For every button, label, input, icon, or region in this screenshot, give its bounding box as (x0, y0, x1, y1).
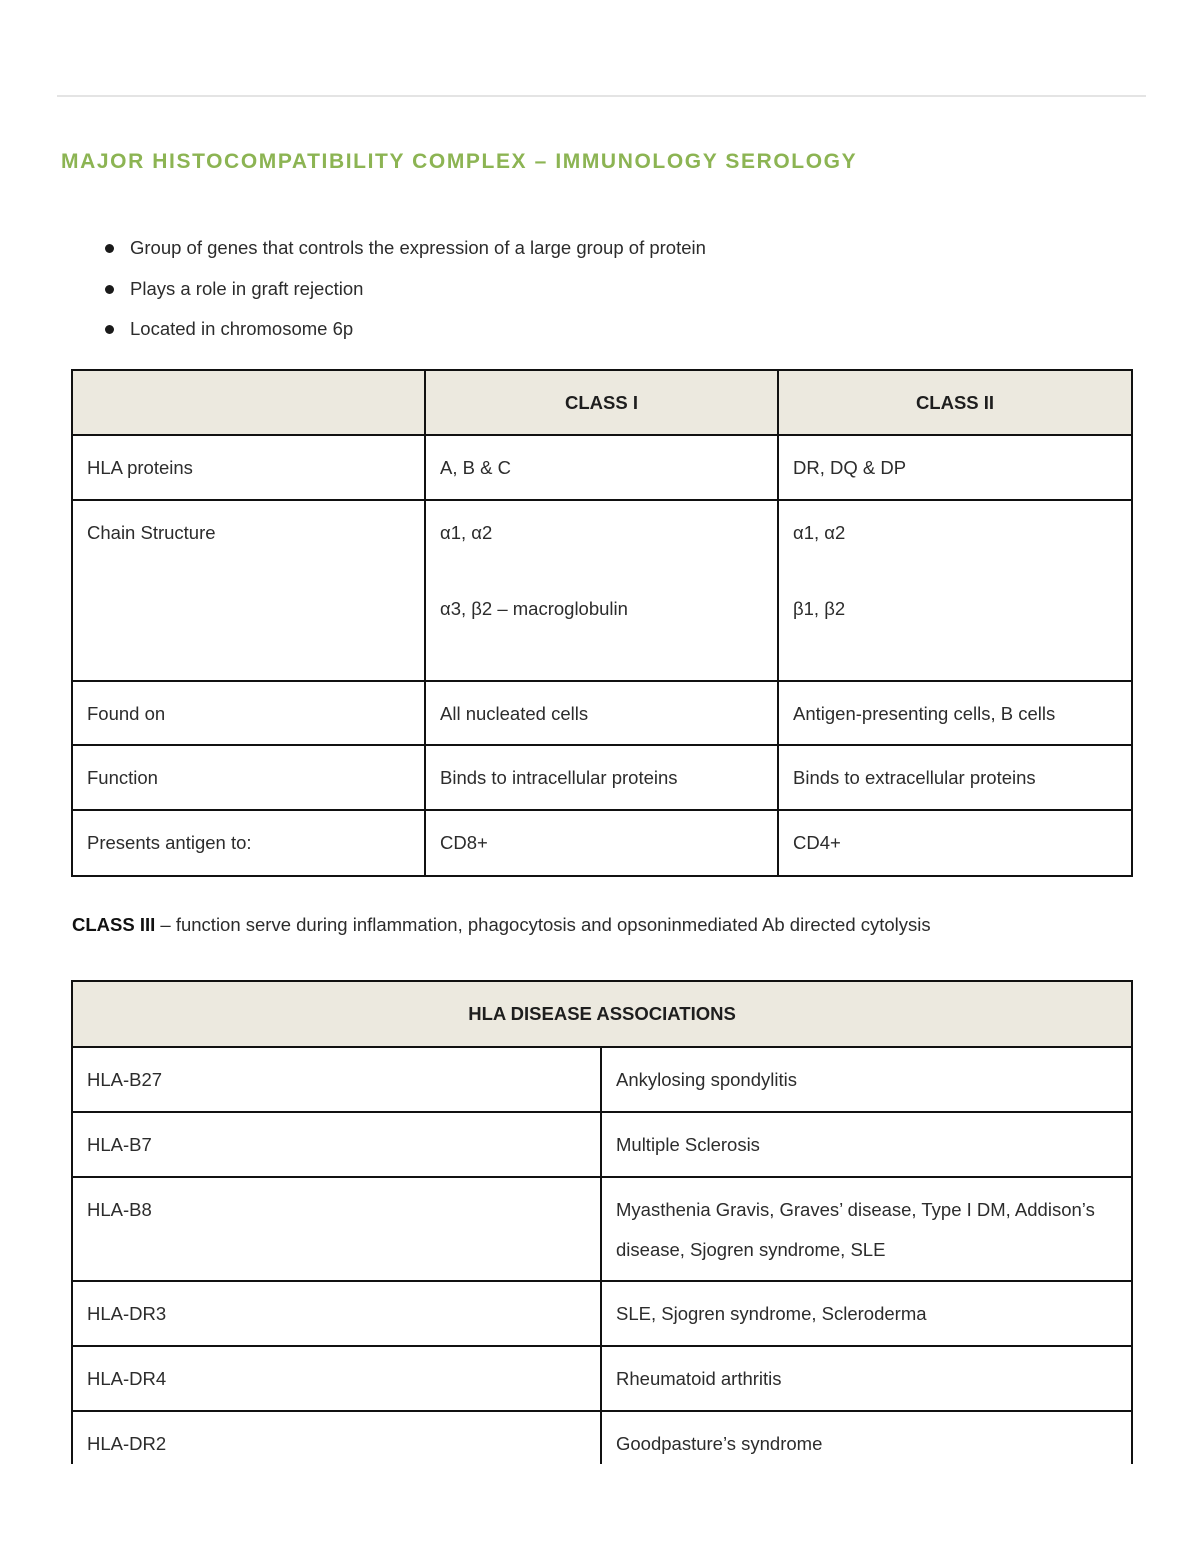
table-row (72, 681, 1132, 745)
bullet-text: Located in chromosome 6p (130, 318, 354, 339)
page-title: MAJOR HISTOCOMPATIBILITY COMPLEX – IMMUNOLOGY SEROLOGY (61, 150, 858, 173)
class1-cell: Binds to intracellular proteins (425, 745, 778, 810)
header-cell-class1: CLASS I (425, 370, 778, 435)
class3-label: CLASS III (72, 914, 156, 935)
table-row (72, 1112, 1132, 1177)
table-row (72, 435, 1132, 500)
table-header-row (72, 370, 1132, 435)
class1-cell: All nucleated cells (425, 681, 778, 745)
table-header-row (72, 981, 1132, 1047)
table-row (72, 810, 1132, 876)
bullet-list (130, 232, 706, 354)
class1-chain-a: α1, α2 (440, 522, 493, 543)
class2-cell: CD4+ (778, 810, 1132, 876)
class2-chain-a: α1, α2 (793, 522, 846, 543)
hla-cell: HLA-DR4 (72, 1346, 601, 1411)
list-item (130, 313, 706, 354)
table-row (72, 1281, 1132, 1346)
class2-cell: DR, DQ & DP (778, 435, 1132, 500)
hla-cell: HLA-B27 (72, 1047, 601, 1112)
class2-chain-b: β1, β2 (793, 598, 846, 619)
disease-cell: Goodpasture’s syndrome (601, 1411, 1132, 1464)
table-row (72, 1346, 1132, 1411)
header-cell-class2: CLASS II (778, 370, 1132, 435)
class1-cell (425, 500, 778, 681)
class3-text: – function serve during inflammation, phagocytosis and opsoninmediated Ab directed cytolysis (155, 914, 931, 935)
disease-cell: Multiple Sclerosis (601, 1112, 1132, 1177)
class1-cell: A, B & C (425, 435, 778, 500)
table-row (72, 745, 1132, 810)
class1-chain-b: α3, β2 – macroglobulin (440, 598, 628, 619)
hla-cell: HLA-B8 (72, 1177, 601, 1281)
table-row (72, 1047, 1132, 1112)
disease-table-title: HLA DISEASE ASSOCIATIONS (72, 981, 1132, 1047)
row-label: HLA proteins (72, 435, 425, 500)
row-label: Chain Structure (72, 500, 425, 681)
table-row (72, 1411, 1132, 1464)
mhc-class-table (71, 369, 1133, 877)
class2-cell: Binds to extracellular proteins (778, 745, 1132, 810)
list-item (130, 232, 706, 273)
bullet-text: Group of genes that controls the expression of a large group of protein (130, 237, 706, 258)
bullet-dot-icon (105, 244, 114, 253)
hla-disease-table (71, 980, 1133, 1464)
disease-cell: SLE, Sjogren syndrome, Scleroderma (601, 1281, 1132, 1346)
disease-cell: Ankylosing spondylitis (601, 1047, 1132, 1112)
hla-cell: HLA-DR3 (72, 1281, 601, 1346)
class1-cell: CD8+ (425, 810, 778, 876)
row-label: Presents antigen to: (72, 810, 425, 876)
top-divider (57, 95, 1146, 97)
hla-cell: HLA-B7 (72, 1112, 601, 1177)
list-item (130, 273, 706, 314)
bullet-dot-icon (105, 325, 114, 334)
header-cell-empty (72, 370, 425, 435)
class2-cell (778, 500, 1132, 681)
disease-cell: Rheumatoid arthritis (601, 1346, 1132, 1411)
row-label: Found on (72, 681, 425, 745)
row-label: Function (72, 745, 425, 810)
table-row (72, 500, 1132, 681)
bullet-text: Plays a role in graft rejection (130, 277, 364, 299)
disease-cell: Myasthenia Gravis, Graves’ disease, Type I DM, Addison’s disease, Sjogren syndrome, SLE (601, 1177, 1132, 1281)
table-row (72, 1177, 1132, 1281)
class2-cell: Antigen-presenting cells, B cells (778, 681, 1132, 745)
hla-cell: HLA-DR2 (72, 1411, 601, 1464)
bullet-dot-icon (105, 285, 114, 294)
class3-note (72, 910, 931, 940)
